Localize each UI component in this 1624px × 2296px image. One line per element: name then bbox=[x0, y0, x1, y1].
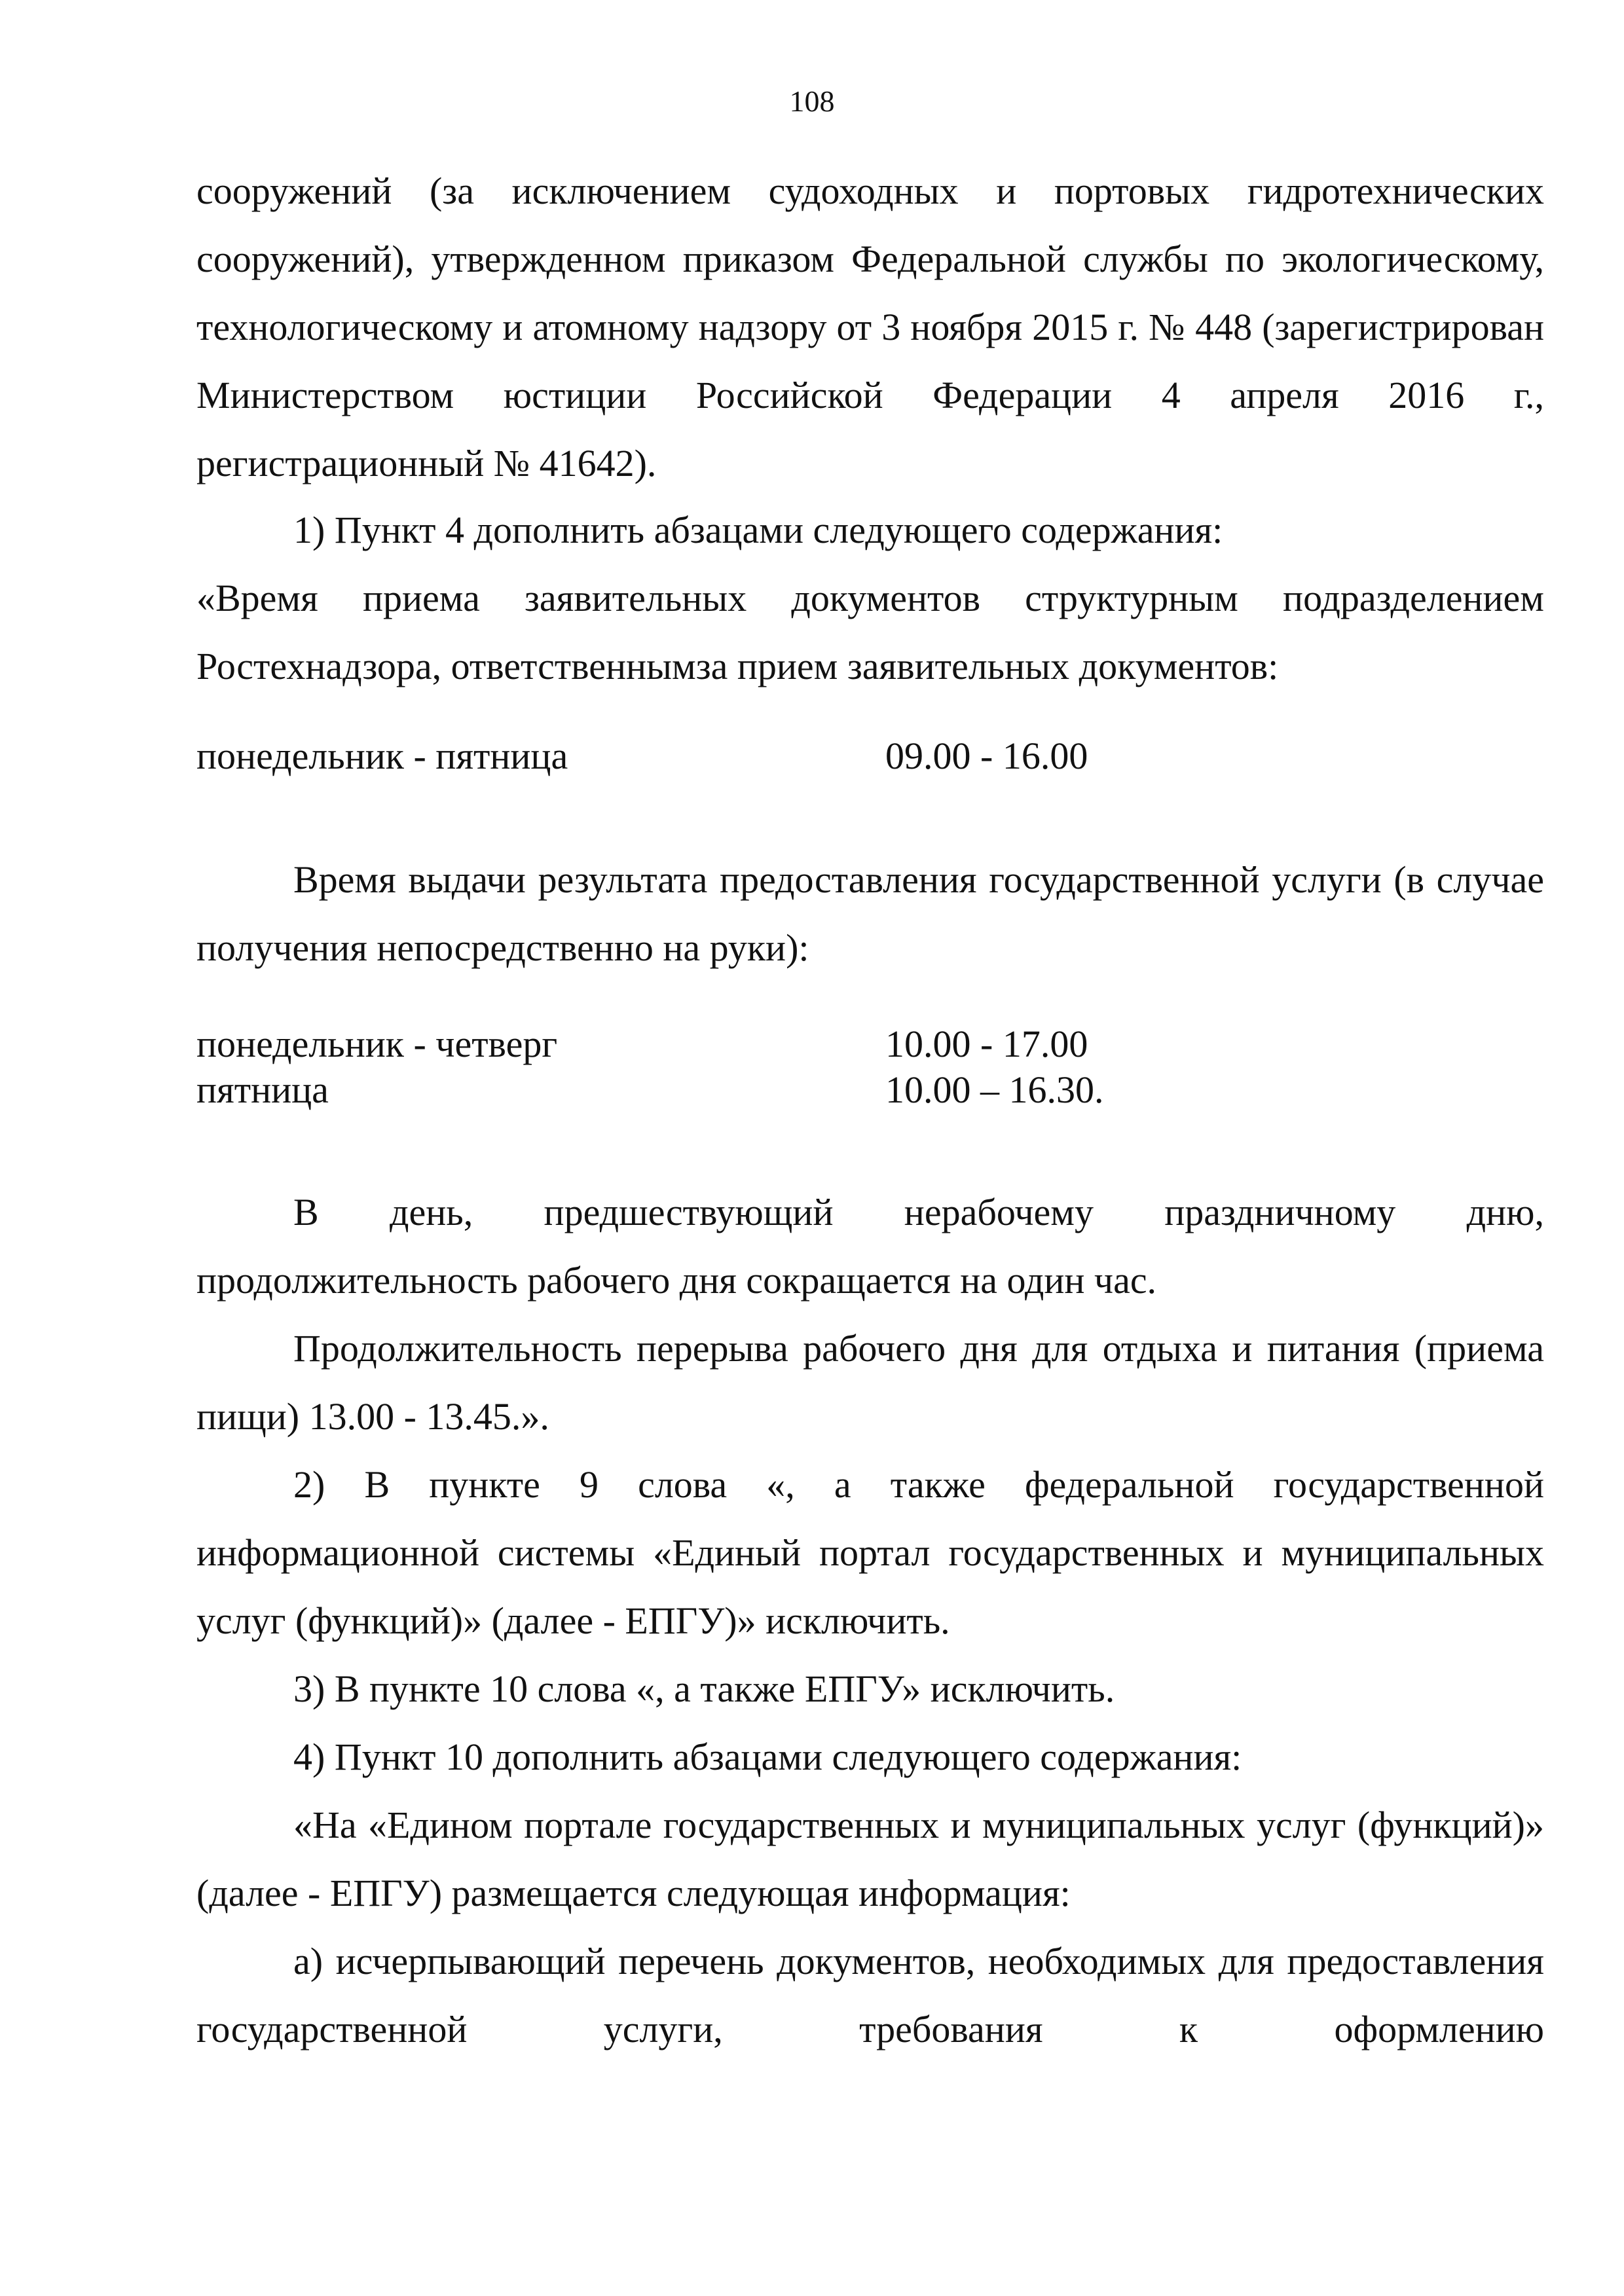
schedule-days: понедельник - четверг bbox=[196, 1023, 558, 1065]
paragraph-pre-holiday: В день, предшествующий нерабочему праздничному дню, продолжительность рабочего дня сокращается на один час. bbox=[196, 1191, 1544, 1302]
paragraph-epgu-info-intro: «На «Едином портале государственных и муниципальных услуг (функций)» (далее - ЕПГУ) размещается следующая информация: bbox=[196, 1804, 1544, 1914]
schedule-hours: 09.00 - 16.00 bbox=[885, 735, 1088, 777]
paragraph-item-2: 2) В пункте 9 слова «, а также федеральной государственной информационной системы «Единый портал государственных и муниципальных услуг (функций)» (далее - ЕПГУ)» исключить. bbox=[196, 1463, 1544, 1642]
schedule-days: понедельник - пятница bbox=[196, 735, 568, 777]
schedule-hours: 10.00 - 17.00 bbox=[885, 1023, 1088, 1065]
paragraph-item-3: 3) В пункте 10 слова «, а также ЕПГУ» исключить. bbox=[293, 1667, 1115, 1710]
paragraph-reception-time-intro: «Время приема заявительных документов структурным подразделением Ростехнадзора, ответственнымза прием заявительных документов: bbox=[196, 577, 1544, 687]
page-number: 108 bbox=[789, 84, 835, 118]
paragraph-subitem-a: а) исчерпывающий перечень документов, необходимых для предоставления государственной услуги, требования к оформлению bbox=[196, 1940, 1544, 2050]
paragraph-lunch-break: Продолжительность перерыва рабочего дня для отдыха и питания (приема пищи) 13.00 - 13.45.». bbox=[196, 1327, 1544, 1438]
schedule-row-issuance-friday bbox=[196, 1067, 1544, 1113]
schedule-row-reception-weekdays bbox=[196, 733, 1544, 779]
schedule-hours: 10.00 – 16.30. bbox=[885, 1068, 1104, 1111]
paragraph-item-4: 4) Пункт 10 дополнить абзацами следующего содержания: bbox=[293, 1736, 1242, 1778]
schedule-row-issuance-mon-thu bbox=[196, 1021, 1544, 1067]
paragraph-structures-order: сооружений (за исключением судоходных и портовых гидротехнических сооружений), утвержденном приказом Федеральной службы по экологическому, технологическому и атомному надзору от 3 ноября 2015 г. № 448 (зарегистрирован Министерством юстиции Российской Федерации 4 апреля 2016 г., регистрационный № 41642). bbox=[196, 170, 1544, 484]
paragraph-item-1: 1) Пункт 4 дополнить абзацами следующего содержания: bbox=[293, 509, 1223, 551]
paragraph-issuance-time-intro: Время выдачи результата предоставления государственной услуги (в случае получения непосредственно на руки): bbox=[196, 858, 1544, 969]
schedule-days: пятница bbox=[196, 1068, 329, 1111]
